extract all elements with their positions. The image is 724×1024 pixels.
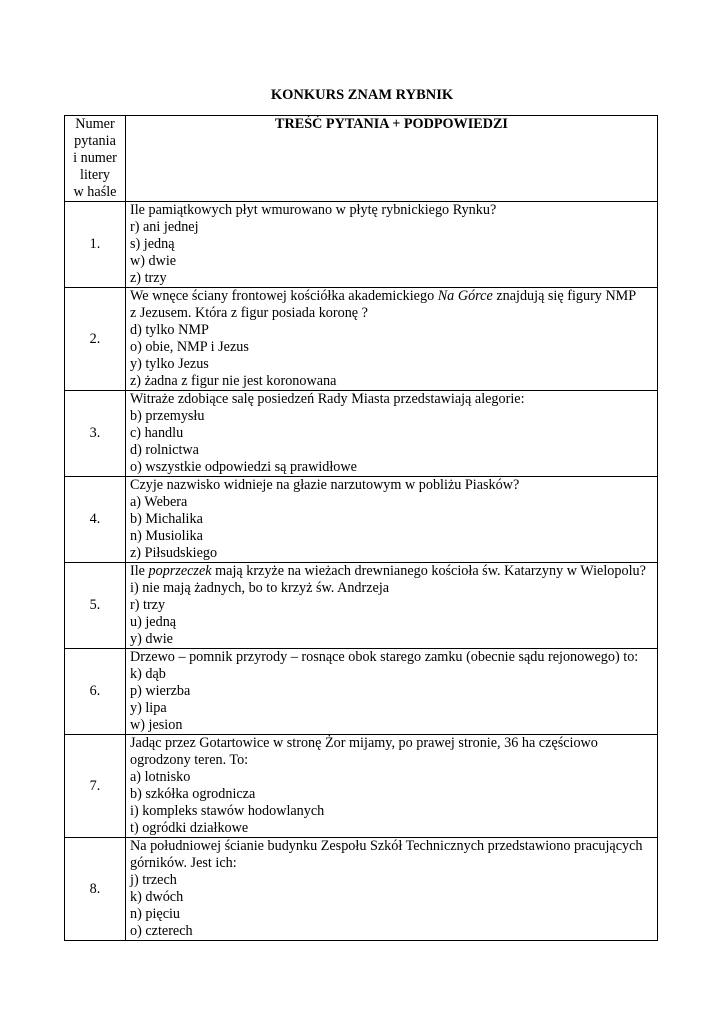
question-content	[126, 202, 658, 288]
answer-option: u) jedną	[130, 614, 177, 630]
question-text: Jadąc przez Gotartowice w stronę Żor mijamy, po prawej stronie, 36 ha częściowo	[130, 735, 598, 751]
answer-option: i) nie mają żadnych, bo to krzyż św. Andrzeja	[130, 580, 390, 596]
header-line: w haśle	[73, 184, 117, 200]
question-text	[130, 563, 653, 580]
answer-option: t) ogródki działkowe	[130, 820, 249, 836]
question-text: Witraże zdobiące salę posiedzeń Rady Miasta przedstawiają alegorie:	[130, 391, 525, 407]
answer-option: r) trzy	[130, 597, 166, 613]
question-number: 5.	[65, 563, 126, 649]
question-number: 7.	[65, 735, 126, 838]
answer-option: y) dwie	[130, 631, 173, 647]
answer-option: n) pięciu	[130, 906, 181, 922]
question-number-header	[65, 116, 126, 202]
header-line: i numer	[73, 150, 117, 166]
question-content	[126, 735, 658, 838]
question-text: z Jezusem. Która z figur posiada koronę ?	[130, 305, 368, 321]
answer-option: y) lipa	[130, 700, 167, 716]
header-line: pytania	[74, 133, 116, 149]
answer-option: r) ani jednej	[130, 219, 199, 235]
question-number: 8.	[65, 838, 126, 941]
answer-option: k) dwóch	[130, 889, 184, 905]
table-row	[65, 735, 658, 838]
question-text: Na południowej ścianie budynku Zespołu Szkół Technicznych przedstawiono pracujących	[130, 838, 643, 854]
answer-option: w) dwie	[130, 253, 177, 269]
answer-option: z) trzy	[130, 270, 167, 286]
question-number: 2.	[65, 288, 126, 391]
answer-option: p) wierzba	[130, 683, 191, 699]
question-number: 6.	[65, 649, 126, 735]
question-text-part: We wnęce ściany frontowej kościółka akademickiego	[130, 288, 438, 304]
answer-option: z) Piłsudskiego	[130, 545, 218, 561]
answer-option: o) wszystkie odpowiedzi są prawidłowe	[130, 459, 357, 475]
question-number: 1.	[65, 202, 126, 288]
table-row	[65, 563, 658, 649]
answer-option: j) trzech	[130, 872, 177, 888]
table-header-row	[65, 116, 658, 202]
question-content	[126, 838, 658, 941]
answer-option: w) jesion	[130, 717, 183, 733]
table-row	[65, 391, 658, 477]
question-content-header: TREŚĆ PYTANIA + PODPOWIEDZI	[126, 116, 658, 202]
answer-option: c) handlu	[130, 425, 184, 441]
question-content	[126, 649, 658, 735]
answer-option: s) jedną	[130, 236, 175, 252]
question-text: Ile pamiątkowych płyt wmurowano w płytę rybnickiego Rynku?	[130, 202, 497, 218]
question-number: 4.	[65, 477, 126, 563]
table-row	[65, 288, 658, 391]
header-line: Numer	[75, 116, 115, 132]
question-text-part: znajdują się figury NMP	[492, 288, 637, 304]
answer-option: b) przemysłu	[130, 408, 205, 424]
table-row	[65, 477, 658, 563]
page-title: KONKURS ZNAM RYBNIK	[270, 87, 454, 103]
question-text: Drzewo – pomnik przyrody – rosnące obok starego zamku (obecnie sądu rejonowego) to:	[130, 649, 639, 665]
answer-option: z) żadna z figur nie jest koronowana	[130, 373, 337, 389]
question-text: górników. Jest ich:	[130, 855, 237, 871]
answer-option: d) tylko NMP	[130, 322, 209, 338]
question-text-italic: Na Górce	[437, 288, 493, 304]
quiz-table	[64, 115, 658, 941]
question-text: ogrodzony teren. To:	[130, 752, 249, 768]
table-row	[65, 202, 658, 288]
answer-option: a) Webera	[130, 494, 188, 510]
question-text-part: Ile	[130, 563, 149, 579]
answer-option: d) rolnictwa	[130, 442, 199, 458]
header-line: litery	[80, 167, 110, 183]
answer-option: a) lotnisko	[130, 769, 191, 785]
answer-option: b) szkółka ogrodnicza	[130, 786, 256, 802]
answer-option: y) tylko Jezus	[130, 356, 209, 372]
question-content	[126, 563, 658, 649]
answer-option: k) dąb	[130, 666, 166, 682]
question-text: Czyje nazwisko widnieje na głazie narzutowym w pobliżu Piasków?	[130, 477, 520, 493]
table-row	[65, 649, 658, 735]
question-text	[130, 288, 653, 305]
question-content	[126, 288, 658, 391]
answer-option: n) Musiolika	[130, 528, 203, 544]
answer-option: o) obie, NMP i Jezus	[130, 339, 249, 355]
answer-option: i) kompleks stawów hodowlanych	[130, 803, 325, 819]
question-text-italic: poprzeczek	[148, 563, 212, 579]
question-content	[126, 477, 658, 563]
question-number: 3.	[65, 391, 126, 477]
table-row	[65, 838, 658, 941]
question-text-part: mają krzyże na wieżach drewnianego kościoła św. Katarzyny w Wielopolu?	[211, 563, 646, 579]
question-content	[126, 391, 658, 477]
answer-option: b) Michalika	[130, 511, 203, 527]
answer-option: o) czterech	[130, 923, 193, 939]
